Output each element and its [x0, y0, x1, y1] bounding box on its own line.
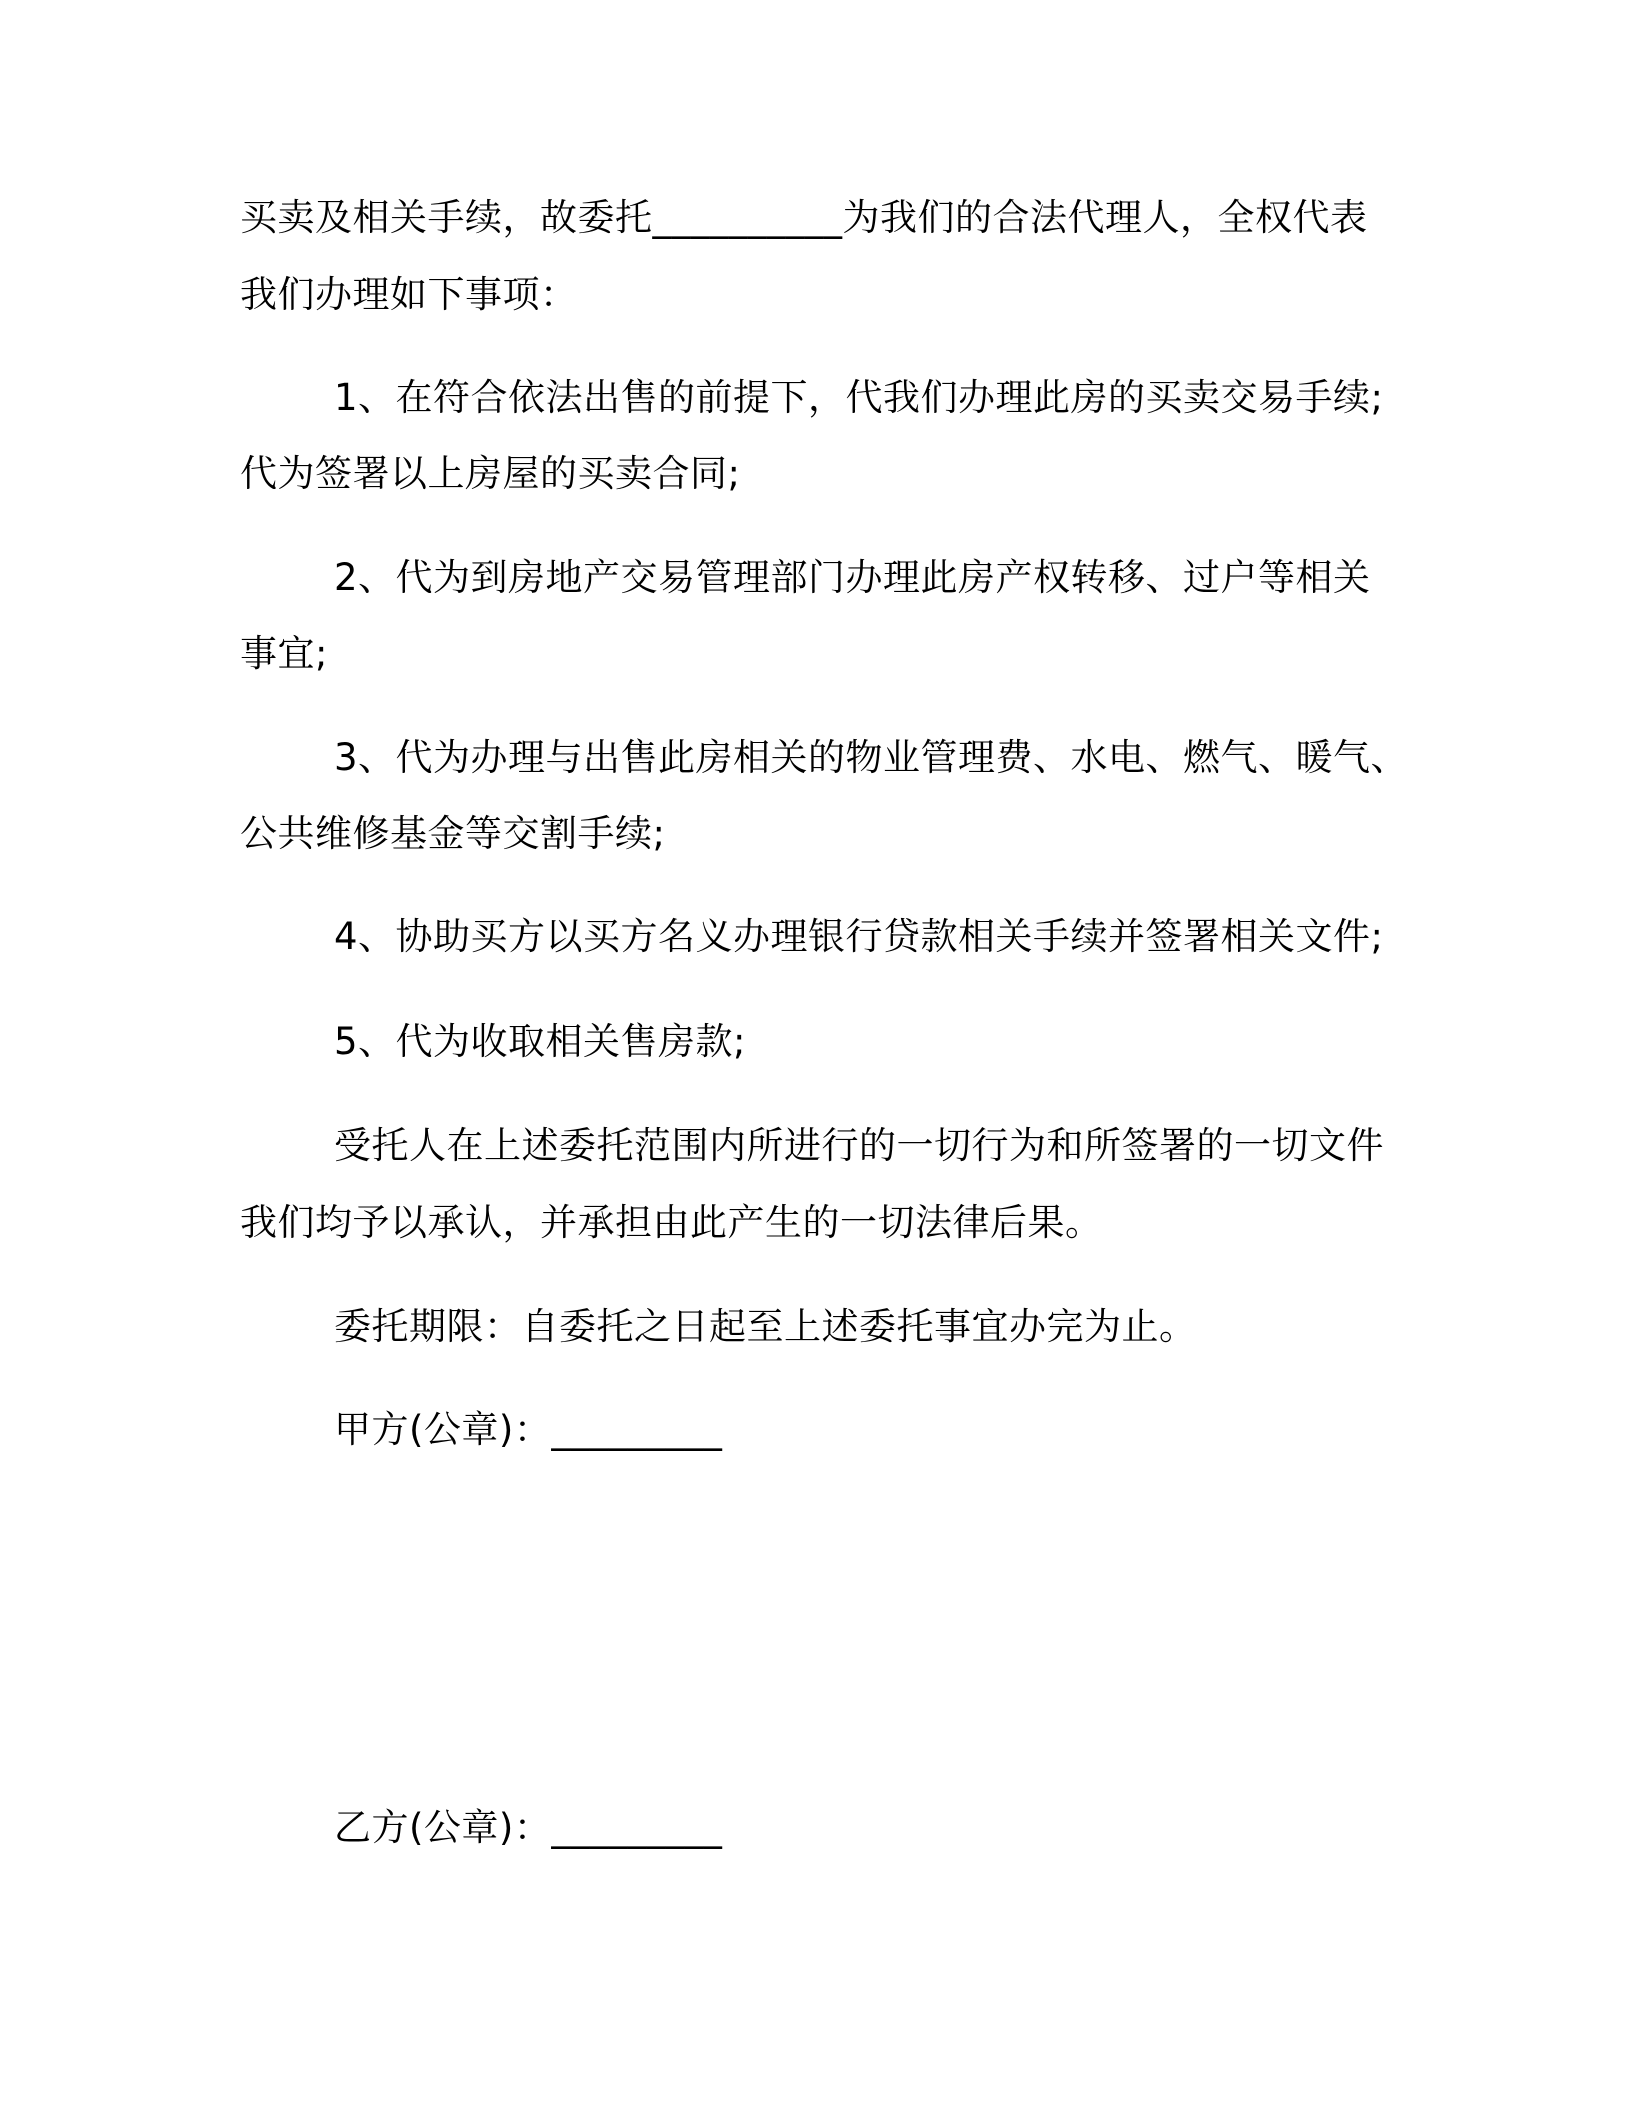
- item-2-line-1: 2、代为到房地产交易管理部门办理此房产权转移、过户等相关: [334, 556, 1371, 599]
- party-b-line: 乙方(公章)：_________: [334, 1806, 723, 1849]
- acknowledge-line-2: 我们均予以承认，并承担由此产生的一切法律后果。: [240, 1201, 1103, 1244]
- acknowledge-line-1: 受托人在上述委托范围内所进行的一切行为和所签署的一切文件: [334, 1124, 1384, 1167]
- item-2-line-2: 事宜;: [240, 632, 328, 675]
- intro-line-1: 买卖及相关手续，故委托__________为我们的合法代理人，全权代表: [240, 196, 1368, 239]
- term-line: 委托期限：自委托之日起至上述委托事宜办完为止。: [334, 1305, 1197, 1348]
- item-1-line-1: 1、在符合依法出售的前提下，代我们办理此房的买卖交易手续;: [334, 376, 1384, 419]
- intro-line-2: 我们办理如下事项：: [240, 273, 578, 316]
- item-5-line-1: 5、代为收取相关售房款;: [334, 1020, 747, 1063]
- party-a-line: 甲方(公章)：_________: [334, 1408, 723, 1451]
- item-3-line-2: 公共维修基金等交割手续;: [240, 812, 666, 855]
- item-1-line-2: 代为签署以上房屋的买卖合同;: [240, 452, 741, 495]
- item-4-line-1: 4、协助买方以买方名义办理银行贷款相关手续并签署相关文件;: [334, 915, 1384, 958]
- item-3-line-1: 3、代为办理与出售此房相关的物业管理费、水电、燃气、暖气、: [334, 736, 1409, 779]
